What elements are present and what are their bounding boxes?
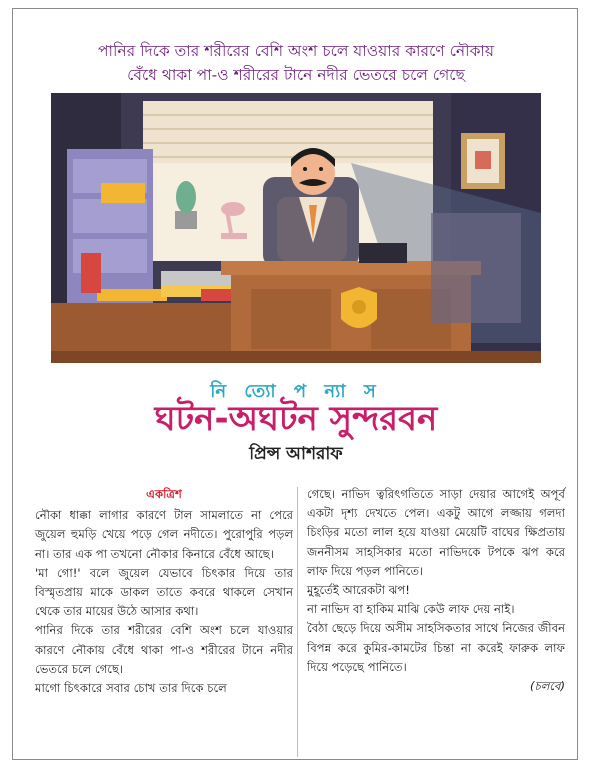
pull-quote-line-1: পানির দিকে তার শরীরের বেশি অংশ চলে যাওয়ার কারণে নৌকায় — [97, 42, 495, 60]
paragraph: 'মা গো!' বলে জুয়েল যেভাবে চিৎকার দিয়ে তার বিস্মৃতপ্রায় মাকে ডাকল তাতে কবরে থাকলে সেখান থেকে তার মায়ের উঠে আসার কথা। — [35, 565, 293, 619]
paragraph: নৌকা ধাক্কা লাগার কারণে টাল সামলাতে না পেরে জুয়েল হুমড়ি খেয়ে পড়ে গেল নদীতে। পুরোপুরি পড়ল না। তার এক পা তখনো নৌকার কিনারে বেঁধে আছে। — [35, 508, 293, 561]
newspaper-clipping — [12, 8, 578, 760]
article-column-right — [307, 485, 565, 696]
pull-quote-line-2: বেঁধে থাকা পা-ও শরীরের টানে নদীর ভেতরে চলে গেছে — [127, 66, 465, 84]
continued-note: (চলবে) — [529, 679, 565, 694]
pull-quote — [33, 39, 559, 87]
column-divider — [297, 487, 298, 757]
paragraph: বৈঠা ছেড়ে দিয়ে অসীম সাহসিকতার সাথে নিজের জীবন বিপন্ন করে কুমির-কামটের চিন্তা না করেই ফারুক লাফ দিয়ে পড়েছে পানিতে। — [307, 621, 565, 674]
paragraph: না নাভিদ বা হাকিম মাঝি কেউ লাফ দেয় নাই। — [307, 602, 515, 617]
paragraph: পানির দিকে তার শরীরের বেশি অংশ চলে যাওয়ার কারণে নৌকায় বেঁধে থাকা পা-ও শরীরের টানে নদীর ভেতরে চলে গেছে। — [35, 623, 293, 676]
wall-certificate — [461, 133, 505, 189]
filing-cabinet — [67, 149, 153, 329]
author-name: প্রিন্স আশরাফ — [249, 444, 343, 464]
series-label: নি ত্যো প ন্যা স — [210, 381, 382, 402]
article-column-left — [35, 485, 293, 698]
police-badge-icon — [341, 287, 377, 328]
story-title: ঘটন-অঘটন সুন্দরবন — [154, 399, 438, 439]
paragraph: মুহূর্তেই আরেকটা ঝপ! — [307, 583, 410, 598]
paragraph: গেছে। নাভিদ ত্বরিৎগতিতে সাড়া দেয়ার আগেই অপূর্ব একটা দৃশ্য দেখতে পেল। একটু আগে লজ্জায় গলদা চিংড়ির মতো লাল হয়ে যাওয়া মেয়েটি বাঘের ক্ষিপ্রতায় জননীসম সাহসিকার মতো নাভিদকে টপকে ঝপ করে লাফ দিয়ে পড়ল পানিতে। — [307, 487, 565, 578]
office-detective-illustration — [51, 93, 541, 363]
paragraph: মাগো চিৎকারে সবার চোখ তার দিকে চলে — [35, 681, 227, 696]
chapter-heading: একত্রিশ — [146, 487, 182, 501]
plant-icon — [175, 181, 197, 229]
